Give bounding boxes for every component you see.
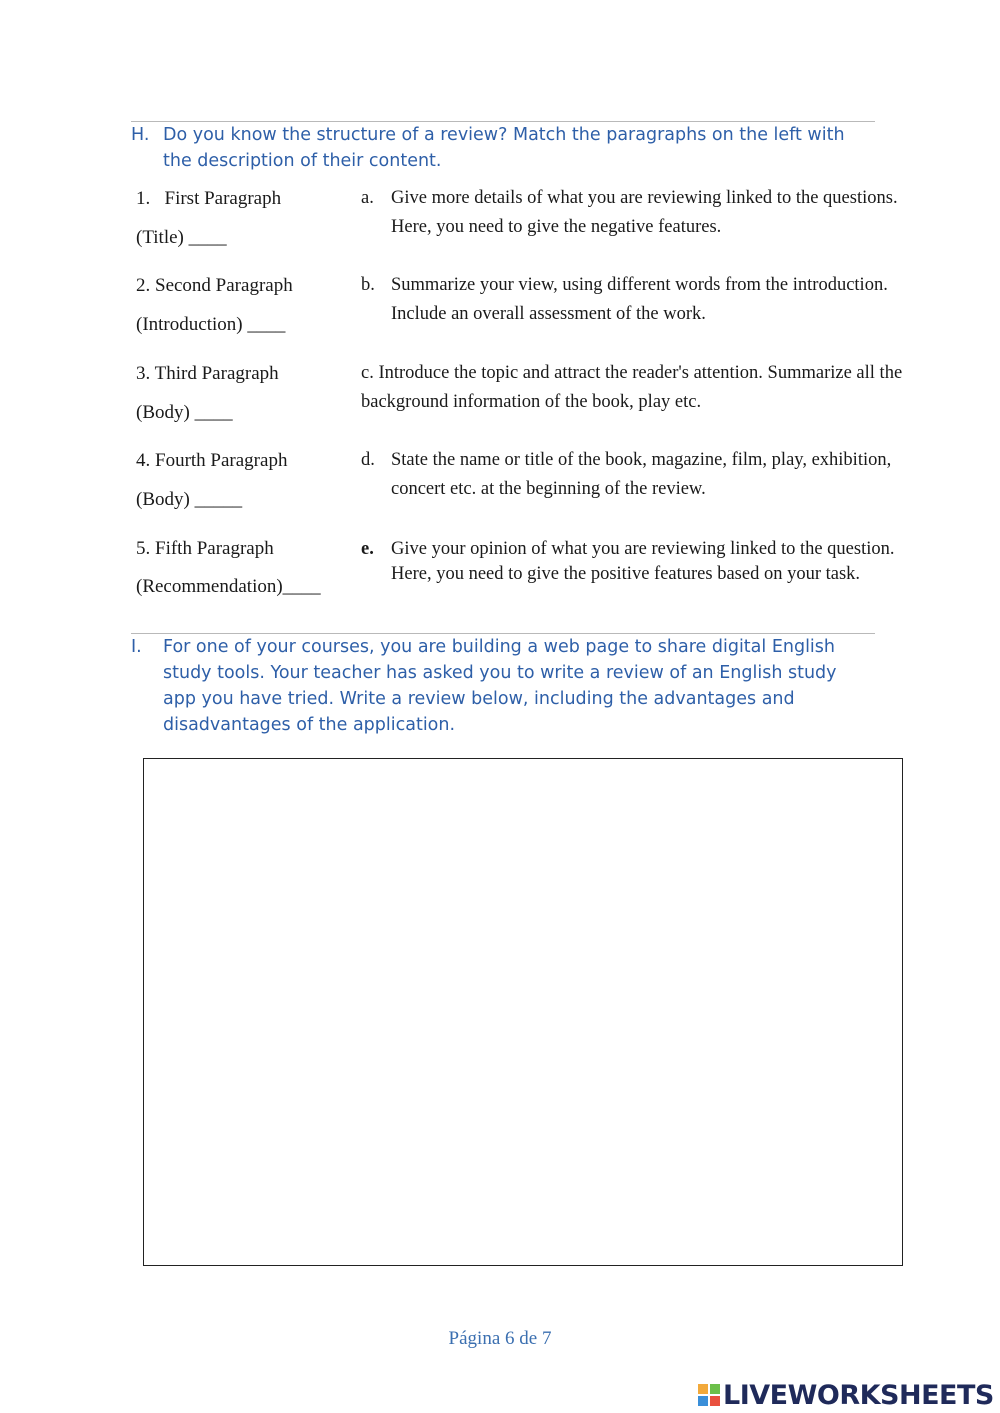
description-d-text: State the name or title of the book, magazine, film, play, exhibition, concert etc. at the beginning of the review. <box>391 450 892 499</box>
paragraph-2-role: (Introduction) ____ <box>136 314 286 335</box>
liveworksheets-logo-icon <box>698 1384 720 1406</box>
page-number: Página 6 de 7 <box>448 1328 552 1349</box>
section-h-heading <box>131 122 871 174</box>
description-c <box>361 359 911 417</box>
logo-square-4 <box>710 1396 720 1406</box>
liveworksheets-brand <box>698 1378 994 1412</box>
section-i-prompt: For one of your courses, you are building a web page to share digital English study tools. Your teacher has asked you to write a review of an English study app you have tried. Write a review below, including the advantages and disadvantages of the application. <box>163 637 837 735</box>
paragraph-1-name: 1. First Paragraph <box>136 188 282 209</box>
logo-square-2 <box>710 1384 720 1394</box>
paragraph-5-name: 5. Fifth Paragraph <box>136 538 274 559</box>
paragraph-3-name: 3. Third Paragraph <box>136 363 279 384</box>
liveworksheets-wordmark: LIVEWORKSHEETS <box>723 1379 994 1411</box>
section-i-letter: I. <box>131 637 142 657</box>
description-b-text: Summarize your view, using different words from the introduction. Include an overall assessment of the work. <box>391 275 888 324</box>
review-answer-box[interactable] <box>143 758 903 1266</box>
description-a-text: Give more details of what you are reviewing linked to the questions. Here, you need to give the negative features. <box>391 188 898 237</box>
description-b-marker: b. <box>361 275 375 295</box>
logo-square-3 <box>698 1396 708 1406</box>
description-d <box>361 446 911 504</box>
description-e-marker: e. <box>361 539 374 559</box>
paragraph-4-role: (Body) _____ <box>136 489 243 510</box>
description-b <box>361 271 911 329</box>
paragraph-5-role: (Recommendation)____ <box>136 576 321 597</box>
paragraph-1-role: (Title) ____ <box>136 227 227 248</box>
description-d-marker: d. <box>361 450 375 470</box>
paragraph-2-name: 2. Second Paragraph <box>136 275 293 296</box>
section-h-letter: H. <box>131 125 150 145</box>
section-i-heading <box>131 634 871 738</box>
description-e <box>361 537 911 587</box>
logo-square-1 <box>698 1384 708 1394</box>
paragraph-3-role: (Body) ____ <box>136 402 233 423</box>
description-a-marker: a. <box>361 188 374 208</box>
description-a <box>361 184 911 242</box>
section-h-prompt: Do you know the structure of a review? Match the paragraphs on the left with the description of their content. <box>163 125 845 171</box>
description-c-text: c. Introduce the topic and attract the reader's attention. Summarize all the background information of the book, play etc. <box>361 363 903 412</box>
paragraph-4-name: 4. Fourth Paragraph <box>136 450 288 471</box>
description-e-text: Give your opinion of what you are reviewing linked to the question. Here, you need to give the positive features based on your task. <box>391 539 895 584</box>
